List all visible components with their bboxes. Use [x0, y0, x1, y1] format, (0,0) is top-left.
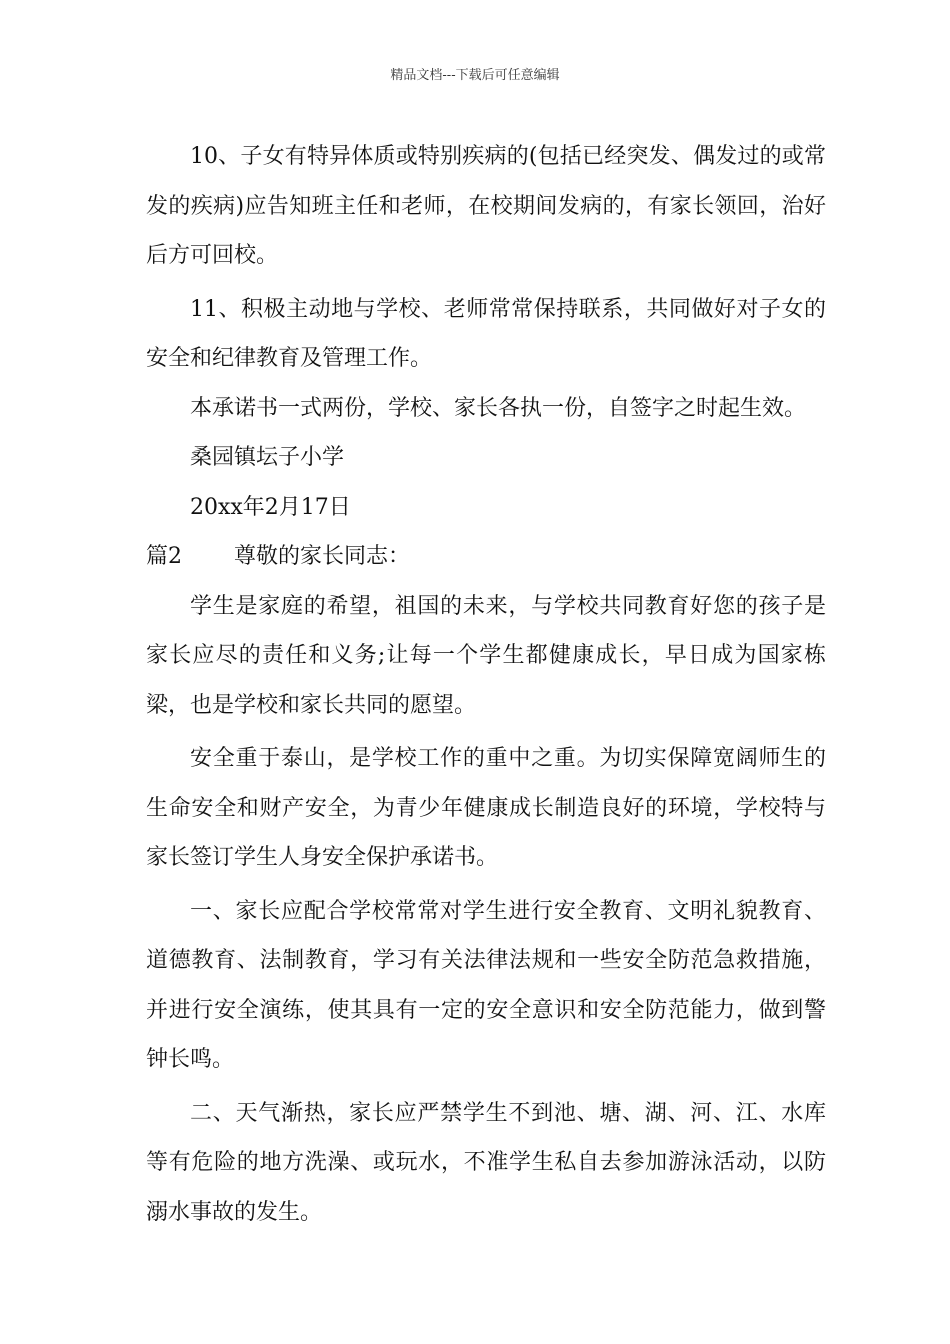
section-2-label: 篇2 — [146, 544, 182, 569]
page-header: 精品文档---下载后可任意编辑 — [390, 68, 560, 83]
paragraph-clause-1: 一、家长应配合学校常常对学生进行安全教育、文明礼貌教育、道德教育、法制教育，学习有关法律法规和一些安全防范急救措施，并进行安全演练，使其具有一定的安全意识和安全防范能力，做到警钟长鸣。 — [146, 898, 826, 1072]
section-2-heading — [146, 532, 826, 582]
paragraph-safety: 安全重于泰山，是学校工作的重中之重。为切实保障宽阔师生的生命安全和财产安全，为青少年健康成长制造良好的环境，学校特与家长签订学生人身安全保护承诺书。 — [146, 746, 826, 870]
school-name: 桑园镇坛子小学 — [190, 445, 345, 470]
document-date: 20xx年2月17日 — [190, 494, 351, 520]
section-2-greeting: 尊敬的家长同志： — [234, 544, 411, 569]
effective-clause: 本承诺书一式两份，学校、家长各执一份，自签字之时起生效。 — [190, 395, 807, 421]
paragraph-item-11: 11、积极主动地与学校、老师常常保持联系，共同做好对子女的安全和纪律教育及管理工作。 — [146, 296, 826, 371]
paragraph-item-10: 10、子女有特异体质或特别疾病的(包括已经突发、偶发过的或常发的疾病)应告知班主任和老师，在校期间发病的，有家长领回，治好后方可回校。 — [146, 144, 826, 268]
document-body — [146, 132, 826, 1237]
paragraph-clause-2: 二、天气渐热，家长应严禁学生不到池、塘、湖、河、江、水库等有危险的地方洗澡、或玩水，不准学生私自去参加游泳活动，以防溺水事故的发生。 — [146, 1100, 826, 1225]
paragraph-hope: 学生是家庭的希望，祖国的未来，与学校共同教育好您的孩子是家长应尽的责任和义务;让每一个学生都健康成长，早日成为国家栋梁，也是学校和家长共同的愿望。 — [146, 593, 826, 718]
